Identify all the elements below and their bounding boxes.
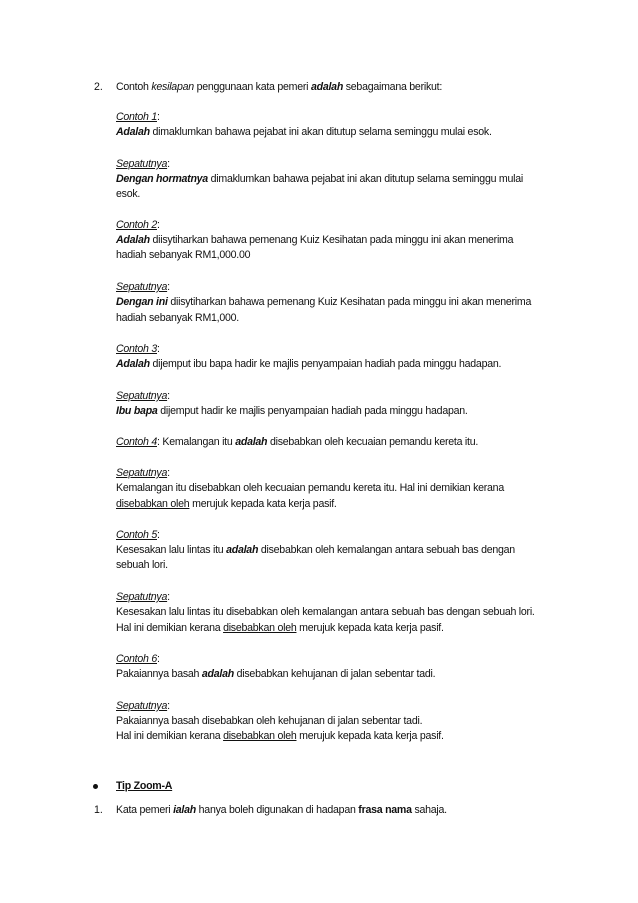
example-5-label: Contoh 5: — [116, 529, 160, 541]
list-number: 2. — [94, 81, 103, 93]
example-3-fix: Ibu bapa dijemput hadir ke majlis penyampaian hadiah pada minggu hadapan. — [116, 405, 468, 417]
example-1-wrong: Adalah dimaklumkan bahawa pejabat ini akan ditutup selama seminggu mulai esok. — [116, 126, 492, 138]
example-5-fix-label: Sepatutnya: — [116, 591, 170, 603]
list-number: 1. — [94, 804, 103, 816]
example-4-wrong: Contoh 4: Kemalangan itu adalah disebabkan oleh kecuaian pemandu kereta itu. — [116, 436, 479, 448]
example-2-wrong: Adalah diisytiharkan bahawa pemenang Kuiz Kesihatan pada minggu ini akan menerima — [116, 234, 514, 246]
tip-heading: Tip Zoom-A — [116, 780, 173, 792]
intro-line: Contoh kesilapan penggunaan kata pemeri adalah sebagaimana berikut: — [116, 81, 443, 93]
example-3-fix-label: Sepatutnya: — [116, 390, 170, 402]
example-5-fix-cont: Hal ini demikian kerana disebabkan oleh merujuk kepada kata kerja pasif. — [116, 622, 444, 634]
example-1-fix-cont: esok. — [116, 188, 141, 200]
example-1-fix: Dengan hormatnya dimaklumkan bahawa pejabat ini akan ditutup selama seminggu mulai — [116, 173, 523, 185]
example-2-fix-cont: hadiah sebanyak RM1,000. — [116, 312, 239, 324]
example-5-wrong: Kesesakan lalu lintas itu adalah disebabkan oleh kemalangan antara sebuah bas dengan — [116, 544, 515, 556]
example-6-fix: Pakaiannya basah disebabkan oleh kehujanan di jalan sebentar tadi. — [116, 715, 423, 727]
example-4-fix-cont: disebabkan oleh merujuk kepada kata kerja pasif. — [116, 498, 337, 510]
example-2-fix: Dengan ini diisytiharkan bahawa pemenang Kuiz Kesihatan pada minggu ini akan menerima — [116, 296, 532, 308]
example-1-fix-label: Sepatutnya: — [116, 158, 170, 170]
example-5-fix: Kesesakan lalu lintas itu disebabkan oleh kemalangan antara sebuah bas dengan sebuah lori. — [116, 606, 535, 618]
example-2-label: Contoh 2: — [116, 219, 160, 231]
example-2-fix-label: Sepatutnya: — [116, 281, 170, 293]
example-3-wrong: Adalah dijemput ibu bapa hadir ke majlis penyampaian hadiah pada minggu hadapan. — [116, 358, 502, 370]
rule-line: Kata pemeri ialah hanya boleh digunakan di hadapan frasa nama sahaja. — [116, 804, 447, 816]
example-1-label: Contoh 1: — [116, 111, 160, 123]
bullet-icon — [93, 784, 98, 789]
example-6-fix-cont: Hal ini demikian kerana disebabkan oleh merujuk kepada kata kerja pasif. — [116, 730, 444, 742]
example-2-wrong-cont: hadiah sebanyak RM1,000.00 — [116, 249, 251, 261]
example-6-fix-label: Sepatutnya: — [116, 700, 170, 712]
example-6-wrong: Pakaiannya basah adalah disebabkan kehujanan di jalan sebentar tadi. — [116, 668, 436, 680]
example-6-label: Contoh 6: — [116, 653, 160, 665]
example-3-label: Contoh 3: — [116, 343, 160, 355]
example-5-wrong-cont: sebuah lori. — [116, 559, 168, 571]
example-4-fix-label: Sepatutnya: — [116, 467, 170, 479]
example-4-fix: Kemalangan itu disebabkan oleh kecuaian pemandu kereta itu. Hal ini demikian kerana — [116, 482, 504, 494]
